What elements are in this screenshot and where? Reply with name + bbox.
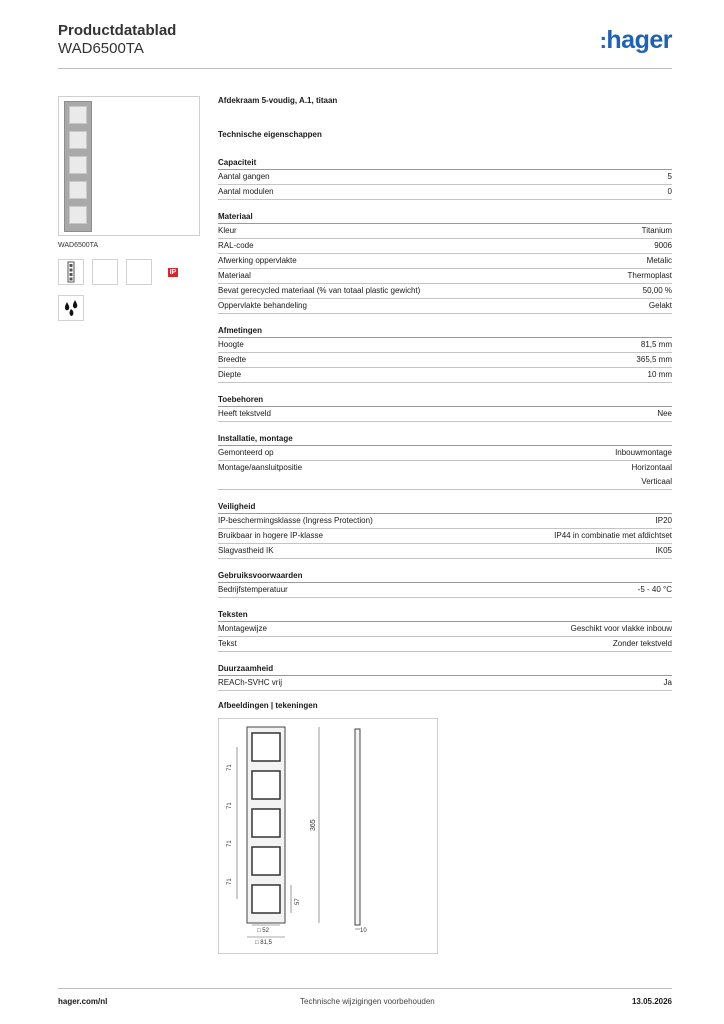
section-title: Capaciteit [218,156,672,170]
spec-value: IP20 [655,516,672,525]
footer-divider [58,988,672,989]
spec-label: Aantal gangen [218,172,270,181]
hager-logo: :hager [599,26,672,54]
spec-row [218,583,672,598]
section-installatie [218,432,672,490]
dim-pitch-label: 71 [227,878,233,885]
spec-value: Geschikt voor vlakke inbouw [570,624,672,633]
spec-label: Oppervlakte behandeling [218,301,307,310]
spec-label: Montage/aansluitpositie [218,463,303,472]
spec-row [218,353,672,368]
spec-value: 81,5 mm [640,340,672,349]
spec-label: Gemonteerd op [218,448,274,457]
spec-row [218,269,672,284]
spec-value: IK05 [655,546,672,555]
spec-value: -5 - 40 °C [637,585,672,594]
spec-label: Slagvastheid IK [218,546,274,555]
spec-label: Bedrijfstemperatuur [218,585,288,594]
frame-image [64,101,92,232]
spec-value: Ja [663,678,672,687]
product-image [58,96,200,236]
technical-drawing [218,718,438,954]
water-drops-icon [58,295,84,321]
spec-label: IP-beschermingsklasse (Ingress Protection) [218,516,373,525]
spec-value: 10 mm [647,370,672,379]
product-code: WAD6500TA [58,40,144,57]
section-afmetingen [218,324,672,383]
section-title: Installatie, montage [218,432,672,446]
spec-row [218,529,672,544]
section-gebruiksvoorwaarden [218,569,672,598]
spec-value: 5 [667,172,672,181]
footer-disclaimer: Technische wijzigingen voorbehouden [300,997,435,1006]
spec-row [218,368,672,383]
product-visuals [58,96,200,321]
section-materiaal [218,210,672,314]
section-title: Toebehoren [218,393,672,407]
section-title: Gebruiksvoorwaarden [218,569,672,583]
spec-label: Montagewijze [218,624,267,633]
spec-row [218,407,672,422]
spec-label: Kleur [218,226,237,235]
dim-outer-width: □ 81,5 [255,940,272,946]
spec-value: Nee [657,409,672,418]
spec-row [218,338,672,353]
spec-label: Bevat gerecycled materiaal (% van totaal plastic gewicht) [218,286,421,295]
spec-label: REACh-SVHC vrij [218,678,283,687]
spec-value: 0 [667,187,672,196]
section-capaciteit [218,156,672,200]
spec-label: Breedte [218,355,247,364]
spec-row [218,239,672,254]
specifications [218,96,672,710]
footer-date: 13.05.2026 [631,997,672,1006]
spec-value: Gelakt [648,301,672,310]
drawings-title: Afbeeldingen | tekeningen [218,701,318,710]
section-toebehoren [218,393,672,422]
spec-label: Aantal modulen [218,187,274,196]
spec-label: Bruikbaar in hogere IP-klasse [218,531,323,540]
spec-label: Heeft tekstveld [218,409,271,418]
section-veiligheid [218,500,672,559]
spec-row [218,446,672,461]
ip-rating-icon: IP [169,268,177,276]
spec-value: IP44 in combinatie met afdichtset [554,531,672,540]
dim-total-label: 365 [310,819,317,831]
spec-row [218,284,672,299]
page-header [58,22,672,58]
header-divider [58,68,672,69]
page-title: Productdatablad [58,22,177,39]
section-title: Veiligheid [218,500,672,514]
dim-pitch-label: 71 [227,764,233,771]
spec-value: Metalic [646,256,672,265]
spec-value: 50,00 % [642,286,672,295]
spec-row [218,170,672,185]
dim-inner-width: □ 52 [257,928,269,934]
dim-depth: 10 [360,928,367,934]
spec-value: Inbouwmontage [615,448,672,457]
spec-value: Titanium [641,226,672,235]
dim-inner-height: 57 [295,898,301,905]
footer-website[interactable]: hager.com/nl [58,997,108,1006]
spec-row [218,224,672,239]
spec-label: Materiaal [218,271,251,280]
tech-properties-title: Technische eigenschappen [218,130,322,139]
spec-label: Tekst [218,639,237,648]
spec-label: RAL-code [218,241,254,250]
dim-pitch-label: 71 [227,840,233,847]
spec-value: 365,5 mm [636,355,672,364]
section-title: Duurzaamheid [218,662,672,676]
image-caption: WAD6500TA [58,242,99,249]
spec-row [218,461,672,490]
spec-value: Zonder tekstveld [612,639,672,648]
section-title: Teksten [218,608,672,622]
spec-row [218,185,672,200]
spec-value: Horizontaal Verticaal [631,463,672,486]
section-duurzaamheid [218,662,672,691]
spec-row [218,637,672,652]
spec-value: Thermoplast [627,271,672,280]
dim-pitch-label: 71 [227,802,233,809]
section-teksten [218,608,672,652]
blank-icon [126,259,152,285]
spec-row [218,622,672,637]
blank-icon [92,259,118,285]
spec-row [218,544,672,559]
vertical-frame-icon [58,259,84,285]
section-title: Afmetingen [218,324,672,338]
spec-row [218,676,672,691]
product-description: Afdekraam 5-voudig, A.1, titaan [218,96,338,105]
spec-label: Afwerking oppervlakte [218,256,297,265]
spec-row [218,254,672,269]
spec-label: Hoogte [218,340,244,349]
section-title: Materiaal [218,210,672,224]
spec-row [218,514,672,529]
spec-row [218,299,672,314]
spec-value: 9006 [654,241,672,250]
icon-row [58,259,200,285]
spec-label: Diepte [218,370,242,379]
